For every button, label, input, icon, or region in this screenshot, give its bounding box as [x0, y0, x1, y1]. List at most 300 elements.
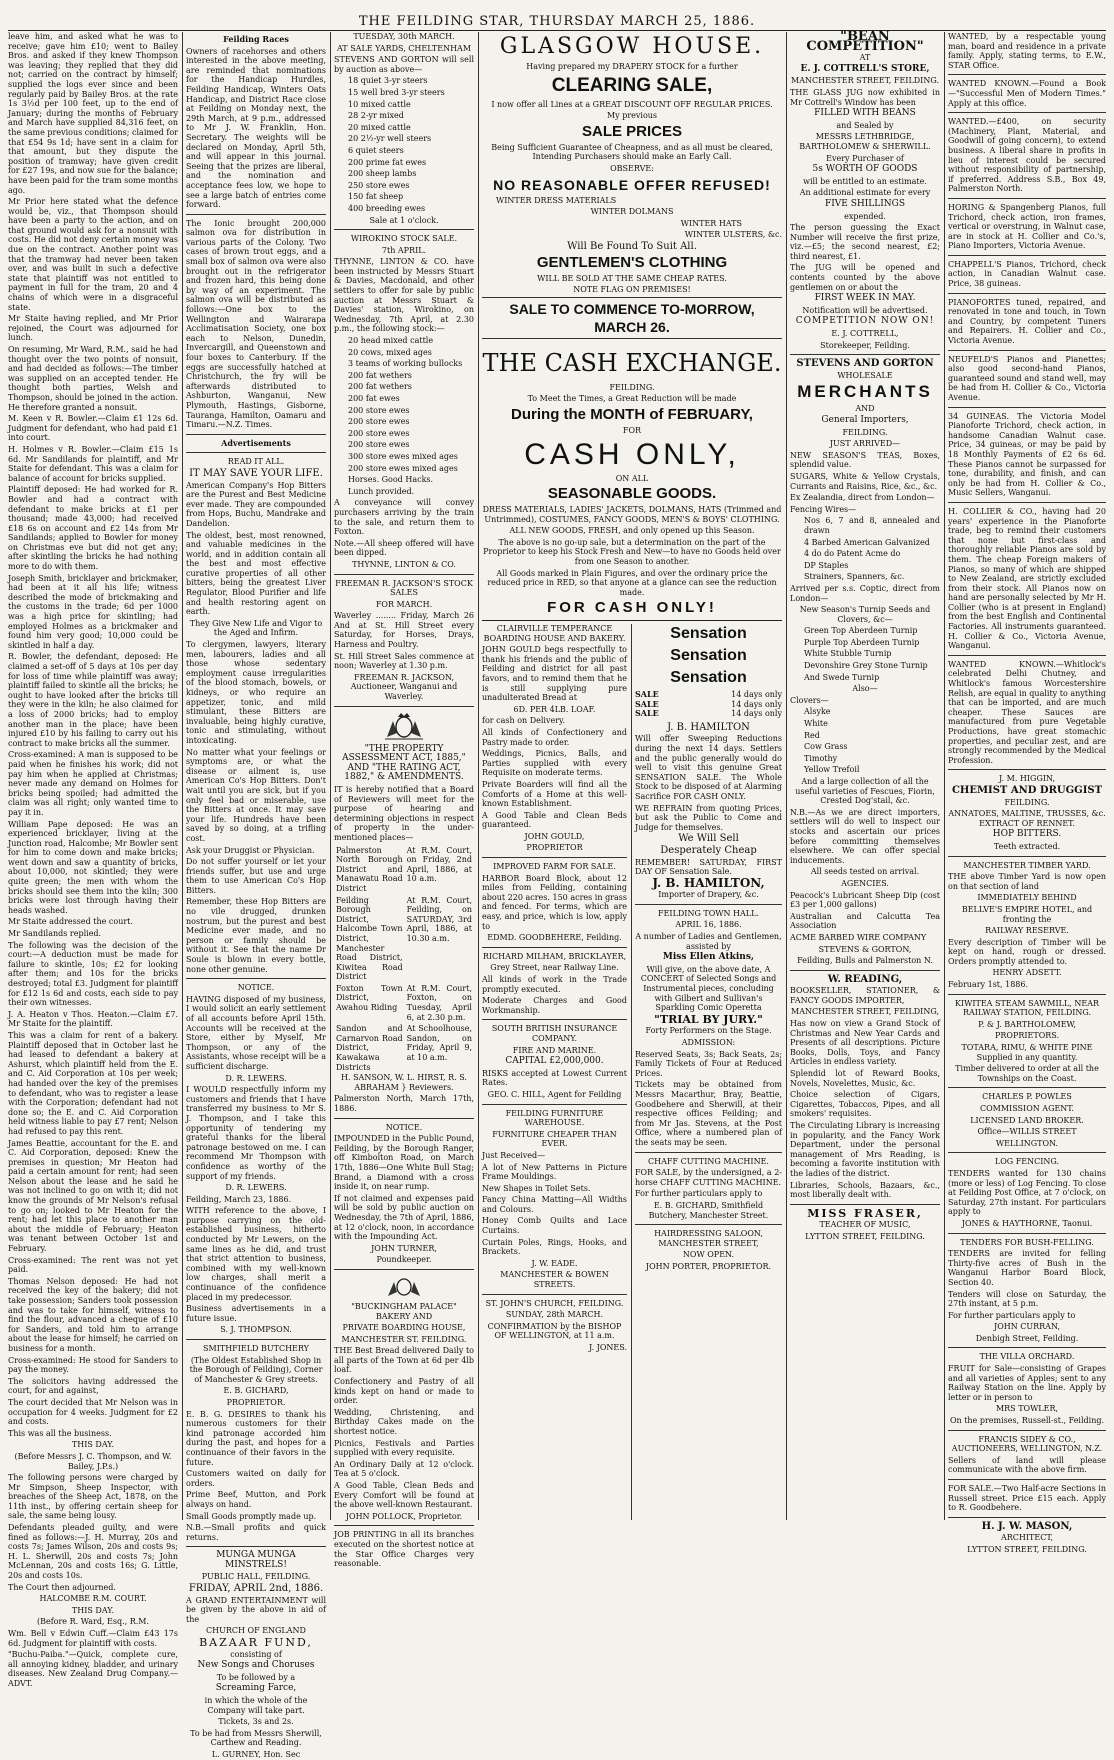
paragraph: St. Hill Street Sales commence at noon; Waverley at 1.30 p.m. — [334, 651, 474, 671]
ad-heading: PRIVATE BOARDING HOUSE, — [342, 1323, 466, 1333]
sale-row — [635, 709, 782, 719]
masthead: THE FEILDING STAR, THURSDAY MARCH 25, 1886. — [358, 14, 756, 29]
royal-crest-icon — [381, 711, 427, 741]
paragraph: Having prepared my DRAPERY STOCK for a further — [526, 62, 738, 71]
paragraph: A conveyance will convey purchasers arriving by the train to the sale, and return them to Foxton. — [334, 498, 474, 537]
column-divider — [631, 624, 632, 1520]
ad-label: Poundkeeper. — [376, 1255, 432, 1265]
paragraph: Owners of racehorses and others interested in the above meeting, are reminded that nominations for the Handicap Hurdles, Feilding Handicap, Winters Oats Handicap, and District Race close at Feilding on Monday next, the 29th March, at 9 p.m., addressed to Mr J. W. Franklin, Hon. Secretary. The weights will be declared on Monday, April 5th, and will appear in this journal. Seeing that the prizes are liberal, and the nomination and acceptance fees low, we hope to see a large batch of entries come forward. — [186, 46, 326, 210]
ad-heading: E. J. COTTRELL'S STORE, — [800, 63, 930, 74]
ad-heading: H. J. W. MASON, — [981, 1520, 1073, 1532]
paragraph: New Shapes in Toilet Sets. — [482, 1183, 591, 1193]
ad-heading: FURNITURE CHEAPER THAN EVER. — [492, 1129, 617, 1149]
signature: JOHN GOULD, — [524, 831, 585, 841]
ad-heading: WIROKINO STOCK SALE. — [350, 234, 458, 244]
list-item: 3 teams of working bullocks — [348, 359, 463, 369]
column-merchants — [790, 29, 940, 1520]
ad-heading: "BUCKINGHAM PALACE" BAKERY AND — [351, 1301, 457, 1321]
ad-label: PROPRIETOR — [526, 843, 583, 853]
list-item: 15 well bred 3-yr steers — [348, 87, 445, 97]
section-rule — [482, 620, 782, 621]
section-heading: HALCOMBE R.M. COURT. — [39, 1594, 147, 1604]
list-item: 200 fat ewes — [348, 394, 400, 403]
table-cell: Sandon and Carnarvon Road District, Kawakawa Districts — [336, 1024, 403, 1072]
paragraph: To be had from Messrs Sherwill, Carthew and Reading. — [190, 1728, 322, 1748]
ad-name: E. B. GICHARD, — [223, 1386, 289, 1396]
paragraph: THYNNE, LINTON & CO. have been instructed by Messrs Stuart & Davies, Macdonald, and other settlers to offer for sale by public auction at Messrs Stuart & Davies' station, Wirokino, on Wednesday, 7th April, at 2.30 p.m., the following stock:— — [334, 257, 474, 334]
sale-days: 14 days only — [731, 709, 782, 719]
paragraph: NEUFELD'S Pianos and Pianettes; also good second-hand Pianos, guaranteed sound and stand well, may be had from H. Collier & Co., Victoria Avenue. — [948, 354, 1106, 402]
signature: HENRY ADSETT. — [992, 968, 1062, 978]
list-item: Lunch provided. — [348, 486, 415, 496]
ad-heading: TENDERS FOR BUSH-FELLING. — [960, 1237, 1094, 1247]
paragraph: Picnics, Festivals and Parties supplied with every requisite. — [334, 1438, 474, 1458]
ad-label: ON ALL — [615, 473, 649, 483]
ad-heading: J. B. HAMILTON, — [652, 875, 765, 890]
paragraph: WE REFRAIN from quoting Prices, but ask the Public to Come and Judge for themselves. — [635, 803, 782, 832]
paragraph: SUGARS, White & Yellow Crystals, Currants and Raisins, Rice, &c., &c. — [790, 471, 940, 491]
ad-label: ADMISSION: — [681, 1038, 736, 1047]
signature: EDMD. GOODBEHERE, Feilding. — [487, 933, 622, 943]
paragraph: Waverley ........ Friday, March 26 And at St. Hill Street every Saturday, for Horses, Drays, Harness and Poultry. — [334, 611, 474, 650]
paragraph: BELLVE'S EMPIRE HOTEL, and fronting the — [961, 904, 1093, 924]
paragraph: Libraries, Schools, Bazaars, &c., most liberally dealt with. — [790, 1180, 940, 1200]
paragraph: Will give, on the above date, A CONCERT of Selected Songs and Instrumental pieces, concluding with Gilbert and Sullivan's Sparkling Comic Operetta — [640, 964, 777, 1013]
ad-heading: CHEMIST AND DRUGGIST — [951, 784, 1103, 796]
ad-title: GLASGOW HOUSE. — [499, 34, 765, 59]
paragraph: TENDERS are invited for felling Thirty-five acres of Bush in the Wanganui Harbor Board Block, Section 40. — [948, 1249, 1106, 1287]
paragraph: Denbigh Street, Feilding. — [975, 1333, 1079, 1343]
paragraph: The Court then adjourned. — [8, 1582, 116, 1592]
paragraph: J. A. Heaton v Thos. Heaton.—Claim £7. Mr Staite for the plaintiff. — [8, 1009, 178, 1029]
ad-heading: Screaming Farce, — [215, 1683, 297, 1694]
list-item: 20 mixed cattle — [348, 122, 411, 132]
ad-heading: ST. JOHN'S CHURCH, FEILDING. — [485, 1298, 624, 1308]
ad-heading: MUNGA MUNGA MINSTRELS! — [216, 1550, 296, 1570]
section-heading: Feilding Races — [223, 34, 289, 44]
paragraph: TENDERS wanted for 130 chains (more or less) of Log Fencing. To close at Feilding Post Office, at 7 o'clock, on Saturday, 27th instant. For particulars apply to — [948, 1168, 1106, 1217]
column-news-court — [8, 32, 178, 1688]
column-divider — [944, 32, 945, 1520]
paragraph: N.B.—As we are direct importers, settlers will do well to inspect our stocks and ascertain our prices before committing themselves elsewhere. We can offer special inducements. — [790, 807, 940, 865]
list-item: Cow Grass — [804, 742, 848, 752]
paragraph: NOTE FLAG ON PREMISES! — [573, 285, 691, 295]
paragraph: I WOULD respectfully inform my customers and friends that I have transferred my business to Mr S. J. Thompson, and I take this opportunity of tendering my grateful thanks for the liberal patronage bestowed on me. I can recommend Mr Thompson with confidence as worthy of the support of my friends. — [186, 1085, 326, 1181]
paragraph: Forty Performers on the Stage. — [645, 1026, 772, 1036]
paragraph: An additional estimate for every — [799, 188, 931, 198]
list-item: 20 cows, mixed ages — [348, 347, 432, 357]
ad-heading: CLEARING SALE, — [551, 74, 713, 96]
paragraph: The following persons were charged by Mr Simpson, Sheep Inspector, with breaches of the Sheep Act, 1878, on the 11th inst., by offering certain sheep for sale, the same being lousy. — [8, 1473, 178, 1521]
list-item: 200 sheep lambs — [348, 169, 417, 179]
column-divider — [786, 32, 787, 1520]
ad-label: LYTTON STREET, FEILDING. — [805, 1231, 925, 1241]
paragraph: STEVENS AND GORTON will sell by auction as above— — [334, 55, 474, 74]
paragraph: For further particulars apply to — [948, 1310, 1076, 1320]
paragraph: A number of Ladies and Gentlemen, assisted by — [635, 932, 782, 951]
ad-heading: MERCHANTS — [797, 382, 933, 402]
paragraph: The following was the decision of the court:—A deduction must be made for failure to skintle, 10s; £2 for looking after them; and 10s for the bricks destroyed; total £3. Judgment for plaintiff for £12 1s 6d and costs, each side to pay their own witnesses. — [8, 940, 178, 1008]
sale-label: SALE — [635, 708, 659, 719]
ad-heading: MISS FRASER, — [807, 1206, 923, 1220]
paragraph: Mr Prior here stated what the defence would be, viz., that Thompson should have been a party to the action, and on that ground would ask for a nonsuit with costs. He did not deny certain money was due on the contract. Another point was that the tramway had never been taken over, and was built in such a defective state that plaintiff was not entitled to payment in full for the tram, 20 and 4 chains of which were in a disgraceful state. — [8, 197, 178, 312]
ad-heading: New Songs and Choruses — [197, 1660, 315, 1671]
paragraph: THIS DAY. — [71, 1605, 115, 1615]
table-row — [334, 845, 474, 895]
paragraph: All seeds tested on arrival. — [810, 867, 920, 877]
paragraph: Will offer Sweeping Reductions during the next 14 days. Settlers and the public generally would do well to visit this genuine Great SENSATION SALE. The Whole Stock to be disposed of at Alarming Sacrifice FOR CASH ONLY. — [635, 734, 782, 801]
paragraph: Thomas Nelson deposed: He had not received the key of the bakery; did not take possession; Sanders took possession and was to take for himself, witness to find the flour, advanced a cheque of £10 for Sanders, and told him to arrange about the lease for himself; he carried on business for a month. — [8, 1276, 178, 1353]
ad-heading: During the MONTH of FEBRUARY, — [511, 405, 753, 423]
ad-heading: General Importers, — [821, 415, 909, 425]
paragraph: Just Received— — [482, 1150, 546, 1160]
list-item: White Stubble Turnip — [804, 649, 892, 659]
paragraph: Mr Sandilands replied. — [8, 929, 102, 939]
paragraph: NEW SEASON'S TEAS, Boxes, splendid value. — [790, 450, 940, 470]
paragraph: February 1st, 1886. — [948, 980, 1028, 990]
ad-heading: Desperately Cheap — [660, 844, 757, 856]
glasgow-house-ad — [482, 32, 782, 617]
ad-heading: GENTLEMEN'S CLOTHING — [536, 253, 728, 271]
ad-heading: RICHARD MILHAM, BRICKLAYER, — [482, 951, 627, 961]
signature: E. J. COTTRELL, — [831, 329, 899, 339]
list-item: 150 fat sheep — [348, 192, 404, 202]
ad-heading: CHAFF CUTTING MACHINE. — [648, 1156, 769, 1166]
ad-label: AT — [859, 53, 871, 63]
ad-heading: "TRIAL BY JURY." — [654, 1012, 763, 1026]
paragraph: THE Best Bread delivered Daily to all parts of the Town at 6d per 4lb loaf. — [334, 1346, 474, 1375]
paragraph: MESSRS LETHBRIDGE, BARTHOLOMEW & SHERWILL. — [799, 132, 931, 151]
table-cell: At R.M. Court, Feilding, on SATURDAY, 3rd April, 1886, at 10.30 a.m. — [406, 895, 472, 943]
paragraph: (Before Messrs J. C. Thompson, and W. Bailey, J.P.s.) — [14, 1451, 172, 1471]
paragraph: WILL BE SOLD AT THE SAME CHEAP RATES. — [537, 273, 727, 283]
ad-label: WHOLESALE — [837, 370, 893, 380]
paragraph: On the premises, Russell-st., Feilding. — [949, 1416, 1105, 1426]
ad-heading: FRIDAY, APRIL 2nd, 1886. — [188, 1583, 324, 1595]
paragraph: Arrived per s.s. Coptic, direct from London— — [790, 583, 940, 603]
paragraph: Curtain Poles, Rings, Hooks, and Brackets. — [482, 1237, 627, 1257]
paragraph: FOR SALE, by the undersigned, a 2-horse CHAFF CUTTING MACHINE. — [635, 1168, 782, 1187]
signature: JOHN POLLOCK, Proprietor. — [345, 1511, 463, 1521]
list-item: DP Staples — [804, 560, 849, 570]
paragraph: FOR SALE.—Two Half-acre Sections in Russell street. Price £15 each. Apply to R. Goodbehere. — [948, 1484, 1106, 1513]
paragraph: Private Boarders will find all the Comforts of a Home at this well-known Establishment. — [482, 779, 627, 809]
ad-label: APRIL 16, 1886. — [675, 920, 742, 930]
ad-label: WELLINGTON. — [995, 1138, 1059, 1148]
signature: GEO. C. HILL, Agent for Feilding — [487, 1089, 622, 1099]
list-item: 200 store ewes — [348, 417, 410, 427]
list-item: WINTER ULSTERS, &c. — [684, 230, 782, 240]
ad-heading: TUESDAY, 30th MARCH. — [353, 32, 455, 41]
signature: D. R. LEWERS. — [225, 1073, 287, 1083]
ad-heading: HOP BITTERS. — [992, 829, 1062, 840]
paragraph: Feilding, Bulls and Palmerston N. — [797, 956, 933, 966]
list-item: Alsyke — [804, 707, 831, 717]
paragraph: Customers waited on daily for orders. — [186, 1469, 326, 1488]
list-item: 20 head mixed cattle — [348, 336, 434, 346]
paragraph: I now offer all Lines at a GREAT DISCOUNT OFF REGULAR PRICES. — [491, 99, 773, 109]
paragraph: The oldest, best, most renowned, and valuable medicines in the world, and in addition contain all the best and most effective curative properties of all other bitters, being the greatest Liver Regulator, Blood Purifier and life and health restoring agent on earth. — [186, 530, 326, 617]
paragraph: N.B.—Small profits and quick returns. — [186, 1523, 326, 1542]
paragraph: All kinds of Confectionery and Pastry made to order. — [482, 727, 627, 747]
paragraph: Tickets may be obtained from Messrs Macarthur, Bray, Beattie, Goodbehere and Sherwill, at their respective offices Feilding; and from Mr Jas. Stevens, at the Post Office, where a numbered plan of the seats may be seen. — [635, 1080, 782, 1147]
paragraph: "Buchu-Paiba."—Quick, complete cure, all annoying kidney, bladder, and urinary diseases. New Zealand Drug Company.—ADVT. — [8, 1650, 178, 1688]
list-item: Red — [804, 730, 820, 740]
paragraph: Splendid lot of Reward Books, Novels, Novelettes, Music, &c. — [790, 1069, 940, 1088]
ad-heading: RAILWAY RESERVE. — [985, 926, 1069, 936]
signature: S. J. THOMPSON. — [220, 1325, 292, 1335]
ad-heading: Miss Ellen Atkins, — [662, 952, 755, 963]
list-item: 10 mixed cattle — [348, 99, 411, 109]
paragraph: To clergymen, lawyers, literary men, labourers, ladies and all those whose sedentary employment cause irregularities of the blood stomach, bowels, or kidneys, or who require an appetizer, tonic, and mild stimulant, these Bitters are invaluable, being highly curative, tonic and stimulating, without intoxicating. — [186, 640, 326, 745]
paragraph: Peacock's Lubricant Sheep Dip (cost £3 per 1,000 gallons) — [790, 890, 940, 910]
signature: JOHN CURRAN, — [993, 1322, 1060, 1332]
table-row — [334, 983, 474, 1023]
paragraph: Confectionery and Pastry of all kinds kept on hand or made to order. — [334, 1377, 474, 1406]
paragraph: New Season's Turnip Seeds and Clovers, &c— — [799, 605, 931, 624]
table-row — [334, 1023, 474, 1073]
ad-heading: SUNDAY, 28th MARCH. — [505, 1310, 604, 1320]
ad-heading: NOTICE. — [237, 983, 275, 993]
paragraph: Weddings, Picnics, Balls, and Parties supplied with every Requisite on moderate terms. — [482, 749, 627, 778]
ad-heading: FEILDING FURNITURE WAREHOUSE. — [505, 1108, 604, 1128]
paragraph: 34 GUINEAS. The Victoria Model Pianoforte Trichord, check action, in handsome Canadian Walnut case. Price, 34 guineas, or may be paid by 18 Monthly Payments of £2 6s 6d. These Pianos cannot be surpassed for tone, durability, and finish, and can only be had from H. Collier & Co., Music Sellers, Wanganui. — [948, 411, 1106, 498]
list-item: Strainers, Spanners, &c. — [804, 572, 905, 582]
ad-heading: SEASONABLE GOODS. — [547, 485, 717, 503]
paragraph: Remember, these Hop Bitters are no vile drugged, drunken nostrum, but the purest and best Medicine ever made, and no person or family should be without it. See that the name Dr Soule is blown in every bottle, none other genuine. — [186, 897, 326, 974]
ad-label: FOR MARCH. — [375, 599, 433, 609]
paragraph: RISKS accepted at Lowest Current Rates. — [482, 1068, 627, 1088]
table-cell: Foxton Town District, Awahou Riding — [336, 983, 403, 1013]
ad-label: FEILDING. — [1004, 797, 1050, 807]
column-classifieds — [948, 32, 1106, 1554]
paragraph: BOOKSELLER, STATIONER, & FANCY GOODS IMPORTER, — [790, 986, 940, 1005]
sale-label: SALE — [635, 689, 659, 699]
paragraph: IT is hereby notified that a Board of Reviewers will meet for the purpose of hearing and determining objections in respect of property in the under-mentioned places— — [334, 785, 474, 842]
paragraph: To Meet the Times, a Great Reduction will be made — [527, 394, 737, 404]
paragraph: leave him, and asked what he was to receive; gave him £10; went to Bailey Bros. and asked if they knew Thompson was leaving; they replied that they did not; carried on the contract by himself; supplied the logs ever since and been regularly paid by Bailey Bros. at the rate 1s 3½d per 100 feet, up to the end of January; during the months of February and March have supplied 84,316 feet, on the same previous conditions; claimed for that £54 9s 1d; have sent in a claim for that amount, but they dispute the position of tramway; have given credit for £27 19s, and now sue for the balance; have been paid for the tram some months ago. — [8, 32, 178, 195]
paragraph: This was all the business. — [8, 1428, 112, 1438]
ad-label: OBSERVE: — [610, 163, 654, 173]
list-item: Horses. Good Hacks. — [348, 475, 434, 485]
paragraph: No matter what your feelings or symptoms are, or what the disease or ailment is, use American Co's Hop Bitters. Don't wait until you are sick, but if you only feel bad or miserable, use the Bitters at once. It may save your life. Hundreds have been saved by so doing, at a trifling cost. — [186, 747, 326, 843]
paragraph: Ex Zealandia, direct from London— — [790, 493, 935, 503]
ad-title: "BEAN COMPETITION" — [806, 29, 924, 54]
paragraph: They Give New Life and Vigor to the Aged and Infirm. — [189, 618, 323, 638]
ad-heading: AT SALE YARDS, CHELTENHAM — [336, 43, 472, 53]
paragraph: The person guessing the Exact Number will receive the first prize, viz.—£5; the second nearest, £2; third nearest, £1. — [790, 223, 940, 261]
paragraph: A lot of New Patterns in Picture Frame Mouldings. — [482, 1162, 627, 1182]
paragraph: A Good Table, Clean Beds and Every Comfort will be found at the above well-known Restaurant. — [334, 1481, 474, 1510]
paragraph: A GRAND ENTERTAINMENT will be given by the above in aid of the — [186, 1595, 326, 1624]
ad-heading: IT MAY SAVE YOUR LIFE. — [189, 467, 323, 479]
ad-heading: FIVE SHILLINGS — [824, 198, 906, 209]
ad-title: THE CASH EXCHANGE. — [482, 348, 782, 377]
table-cell: At R.M. Court, on Friday, 2nd April, 1886, at 10 a.m. — [406, 845, 472, 884]
paragraph: American Company's Hop Bitters are the Purest and Best Medicine ever made. They are compounded from Hops, Buchu, Mandrake and Dandelion. — [186, 480, 326, 528]
list-item: 20 2½-yr well steers — [348, 134, 432, 144]
ad-heading: FILLED WITH BEANS — [814, 108, 916, 119]
ad-label: PROPRIETOR. — [226, 1397, 286, 1407]
ad-label: FOR — [622, 425, 642, 435]
paragraph: (The Oldest Established Shop in the Borough of Feilding), Corner of Manchester & Grey streets. — [189, 1355, 323, 1384]
paragraph: CONFIRMATION by the BISHOP OF WELLINGTON, at 11 a.m. — [487, 1321, 622, 1341]
ad-heading: PUBLIC HALL, FEILDING. — [201, 1572, 311, 1582]
signature: P. & J. BARTHOLOMEW, — [978, 1019, 1076, 1029]
sale-days: 14 days only — [731, 690, 782, 699]
paragraph: Fancy China Matting—All Widths and Colours. — [482, 1195, 627, 1214]
signature: J. JONES. — [588, 1343, 627, 1352]
paragraph: Ask your Druggist or Physician. — [186, 845, 315, 855]
list-item: And Swede Turnip — [804, 672, 880, 682]
paragraph: WITH reference to the above, I purpose carrying on the old-established business, hitherto conducted by Mr Lewers, on the same lines as he did, and trust that strict attention to business, combined with my well-known low charges, shall merit a continuance of the confidence placed in my predecessor. — [186, 1206, 326, 1302]
ad-heading: CHARLES P. POWLES — [982, 1092, 1072, 1102]
ad-heading: LICENSED LAND BROKER. — [970, 1115, 1084, 1125]
paragraph: Do not suffer yourself or let your friends suffer, but use and urge them to use American Co's Hop Bitters. — [186, 857, 326, 895]
column-races-ads — [186, 32, 326, 1759]
ad-label: READ IT ALL. — [227, 457, 285, 467]
signature: MRS TOWLER, — [995, 1404, 1059, 1414]
paragraph: And a large collection of all the useful varieties of Fescues, Fiorin, Crested Dog'stail, &c. — [795, 777, 935, 806]
signature: J. W. EADE. — [531, 1258, 578, 1268]
paragraph: JOHN GOULD begs respectfully to thank his friends and the public of Feilding and district for all past favors, and to remind them that he is still supplying pure unadulterated Bread at — [482, 645, 627, 703]
paragraph: Every Purchaser of — [826, 153, 904, 163]
paragraph: THE GLASS JUG now exhibited in Mr Cottrell's Window has been — [790, 87, 940, 107]
table-cell: At Schoolhouse, Sandon, on Friday, April 9, at 10 a.m. — [406, 1024, 472, 1063]
masthead-rule — [8, 30, 1106, 31]
list-item: 28 2-yr mixed — [348, 111, 404, 121]
paragraph: Moderate Charges and Good Workmanship. — [482, 996, 627, 1015]
paragraph: CHURCH OF ENGLAND — [206, 1626, 306, 1636]
paragraph: expended. — [844, 211, 886, 221]
paragraph: Fencing Wires— — [790, 504, 857, 514]
paragraph: Mr Staite addressed the court. — [8, 917, 133, 927]
signature: D. R. LEWERS. — [225, 1183, 287, 1193]
ad-heading: "THE PROPERTY ASSESSMENT ACT, 1885," AND "THE RATING ACT, 1882," & AMENDMENTS. — [342, 743, 466, 783]
ad-heading: SALE TO COMMENCE TO-MORROW, MARCH 26. — [482, 297, 782, 339]
paragraph: CHAPPELL'S Pianos, Trichord, check action, in Canadian Walnut case. Price, 38 guineas. — [948, 259, 1106, 289]
paragraph: Palmerston North, March 17th, 1886. — [334, 1094, 474, 1113]
list-item: 200 fat wethers — [348, 382, 412, 392]
ad-heading: COMPETITION NOW ON! — [795, 316, 935, 327]
signature: FREEMAN R. JACKSON, Auctioneer, Wanganui and Waverley. — [350, 672, 458, 702]
list-item: 200 fat wethers — [348, 370, 412, 380]
paragraph: Office—WILLIS STREET — [977, 1127, 1077, 1137]
paragraph: Will Be Found To Suit All. — [567, 240, 697, 252]
paragraph: M. Keen v R. Bowler.—Claim £1 12s 6d. Judgment for defendant, who had paid £1 into court. — [8, 414, 178, 443]
column-divider — [478, 32, 479, 1520]
ad-label: ARCHITECT, — [1000, 1533, 1054, 1543]
ad-label: FIRE AND MARINE. — [512, 1045, 597, 1055]
paragraph: H. COLLIER & CO., having had 20 years' experience in the Pianoforte trade, beg to remind their customers that none but first-class and thoroughly reliable Pianos are sold by them. The cheap Foreign makers of Pianos, so many of which are shipped to New Zealand, are strictly excluded from their stock. All Pianos now on hand are personally selected by Mr H. Collier (who is at present in England) from the best English and Continental Factories. All instruments guaranteed. H. Collier & Co., Victoria Avenue, Wanganui. — [948, 506, 1106, 651]
paragraph: will be entitled to an estimate. — [803, 176, 927, 186]
column-bakery-ads — [482, 624, 627, 1520]
ad-heading: FEILDING TOWN HALL. — [658, 908, 759, 918]
ad-heading: W. READING, — [827, 973, 903, 985]
paragraph: Honey Comb Quilts and Lace Curtains. — [482, 1216, 627, 1236]
ad-heading: J. M. HIGGIN, — [998, 774, 1056, 784]
list-item: 4 Barbed American Galvanized — [804, 537, 930, 547]
list-item: 6 quiet steers — [348, 145, 404, 155]
paragraph: FRUIT for Sale—consisting of Grapes and all varieties of Apples; sent to any Railway Station on the line. Apply by letter or in person to — [948, 1364, 1106, 1402]
table-row — [334, 895, 474, 983]
paragraph: Choice selection of Cigars, Cigarettes, Tobaccos, Pipes, and all smokers' requisites. — [790, 1090, 940, 1119]
list-item: Purple Top Aberdeen Turnip — [804, 637, 920, 647]
crest-icon — [384, 1274, 424, 1298]
column-divider — [182, 32, 183, 1520]
sale-days: 14 days only — [731, 699, 782, 709]
list-item: Devonshire Grey Stone Turnip — [804, 661, 928, 671]
paragraph: Wedding, Christening, and Birthday Cakes made on the shortest notice. — [334, 1407, 474, 1437]
list-item: 18 quiet 3-yr steers — [348, 76, 428, 86]
review-table — [334, 845, 474, 1074]
ad-heading: We Will Sell — [678, 833, 739, 845]
ad-label: PROPRIETORS. — [994, 1031, 1060, 1041]
paragraph: James Beattie, accountant for the E. and C. Aid Corporation, deposed: Knew the premises in question; Mr Heaton had paid a certain amount for rent; had seen Nelson about the lease and he said he was not inclined to go on with it; did not know the grounds of Mr Nelson's refusal to go on; looked to Mr Heaton for the rent; had let this place to another man about the middle of February; Heaton was tenant between October 1st and February. — [8, 1138, 178, 1254]
ad-heading: IMMEDIATELY BEHIND — [977, 893, 1077, 903]
paragraph: Teeth extracted. — [993, 841, 1061, 851]
paragraph: Australian and Calcutta Tea Association — [790, 911, 940, 931]
paragraph: The solicitors having addressed the court, for and against, — [8, 1376, 178, 1396]
stock-list — [334, 336, 474, 496]
paragraph: DRESS MATERIALS, LADIES' JACKETS, DOLMANS, HATS (Trimmed and Untrimmed), COSTUMES, FANCY GOODS, MEN'S & BOYS' CLOTHING. — [482, 505, 782, 524]
ad-heading: THE VILLA ORCHARD. — [979, 1352, 1075, 1362]
sale-label: SALE — [635, 698, 659, 709]
table-cell: Feilding Borough District, Halcombe Town District, Manchester Road District, Kiwitea Road District — [336, 895, 403, 982]
paragraph: IMPOUNDED in the Public Pound, Feilding, by the Borough Ranger, off Kimbolton Road, on March 17th, 1886—One White Bull Stag; Brand, a Diamond with a cross inside it, on near rump. — [334, 1134, 474, 1192]
paragraph: The court decided that Mr Nelson was in occupation for 4 weeks. Judgment for £2 and costs. — [8, 1397, 178, 1427]
signature: JOHN PORTER, PROPRIETOR. — [645, 1261, 772, 1271]
paragraph: Defendants pleaded guilty, and were fined as follows:—J. H. Murray, 20s and costs 7s; James Wilson, 20s and costs 9s; H. L. Sherwill, 20s and costs 7s; John McLennan, 20s and costs 16s; G. Little, 20s and costs 10s. — [8, 1523, 178, 1581]
list-item: Green Top Aberdeen Turnip — [804, 626, 918, 636]
ad-heading: STEVENS AND GORTON — [796, 358, 934, 370]
ad-label: Importer of Drapery, &c. — [658, 890, 759, 900]
signature: THYNNE, LINTON & CO. — [352, 559, 456, 569]
paragraph: Reserved Seats, 3s; Back Seats, 2s; Family Tickets of Four at Reduced Prices. — [635, 1049, 782, 1078]
ad-heading: NOTICE. — [385, 1122, 423, 1132]
ad-heading: 5s WORTH OF GOODS — [812, 164, 918, 175]
paragraph: If not claimed and expenses paid will be sold by public auction on Wednesday, the 7th of April, 1886, at 12 o'clock, noon, in accordance with the Impounding Act. — [334, 1193, 474, 1242]
column-sensation-ads — [635, 624, 782, 1520]
list-item: 200 store ewes — [348, 440, 410, 450]
list-item: WINTER HATS — [680, 218, 742, 228]
paragraph: PIANOFORTES tuned, repaired, and renovated in tone and touch, in Town and Country, by competent Tuners and Repairers. H. Collier and Co., Victoria Avenue. — [948, 297, 1106, 346]
paragraph: REMEMBER! SATURDAY, FIRST DAY OF Sensation Sale. — [635, 857, 782, 877]
paragraph: Has now on view a Grand Stock of Christmas and New Year Cards and Presents of all descriptions. Picture Books, Dolls, Toys, and Fancy Articles in endless variety. — [790, 1019, 940, 1067]
table-cell: At R.M. Court, Foxton, on Tuesday, April 6, at 2.30 p.m. — [406, 983, 472, 1022]
paragraph: JOB PRINTING in all its branches executed on the shortest notice at the Star Office Charges very reasonable. — [334, 1530, 474, 1569]
paragraph: Sale at 1 o'clock. — [369, 215, 439, 225]
ad-heading: SMITHFIELD BUTCHERY — [203, 1344, 309, 1353]
signature: H. SANSON, W. L. HIRST, R. S. ABRAHAM } Reviewers. — [341, 1073, 467, 1092]
paragraph: WANTED.—£400, on security (Machinery, Plant, Material, and Goodwill of going concern), to extend business. A liberal share in profits in lieu of interest could be secured without responsibility of partnership, if preferred. Address S.B., Box 49, Palmerston North. — [948, 117, 1106, 194]
paragraph: All Goods marked in Plain Figures, and over the ordinary price the reduced price in RED, so that anyone at a glance can see the reduction made. — [487, 568, 777, 597]
ad-heading: CAPITAL £2,000,000. — [505, 1056, 604, 1067]
paragraph: consisting of — [230, 1649, 282, 1659]
list-item: 250 store ewes — [348, 180, 410, 190]
ad-heading: CASH ONLY, — [524, 437, 740, 471]
list-item: 200 prime fat ewes — [348, 157, 427, 167]
ad-heading: KIWITEA STEAM SAWMILL, NEAR RAILWAY STATION, FEILDING. — [954, 998, 1100, 1018]
list-item: 200 store ewes mixed ages — [348, 463, 458, 473]
ad-label: COMMISSION AGENT. — [979, 1104, 1074, 1113]
paragraph: TOTARA, RIMU, & WHITE PINE Supplied in any quantity. — [961, 1043, 1093, 1062]
ad-label: Storekeeper, Feilding. — [820, 340, 910, 350]
column-stock-sales — [334, 32, 474, 1569]
paragraph: Tickets, 3s and 2s. — [218, 1717, 294, 1727]
signature: JONES & HAYTHORNE, Taonui. — [961, 1218, 1093, 1228]
paragraph: Prime Beef, Mutton, and Pork always on hand. — [186, 1490, 326, 1509]
